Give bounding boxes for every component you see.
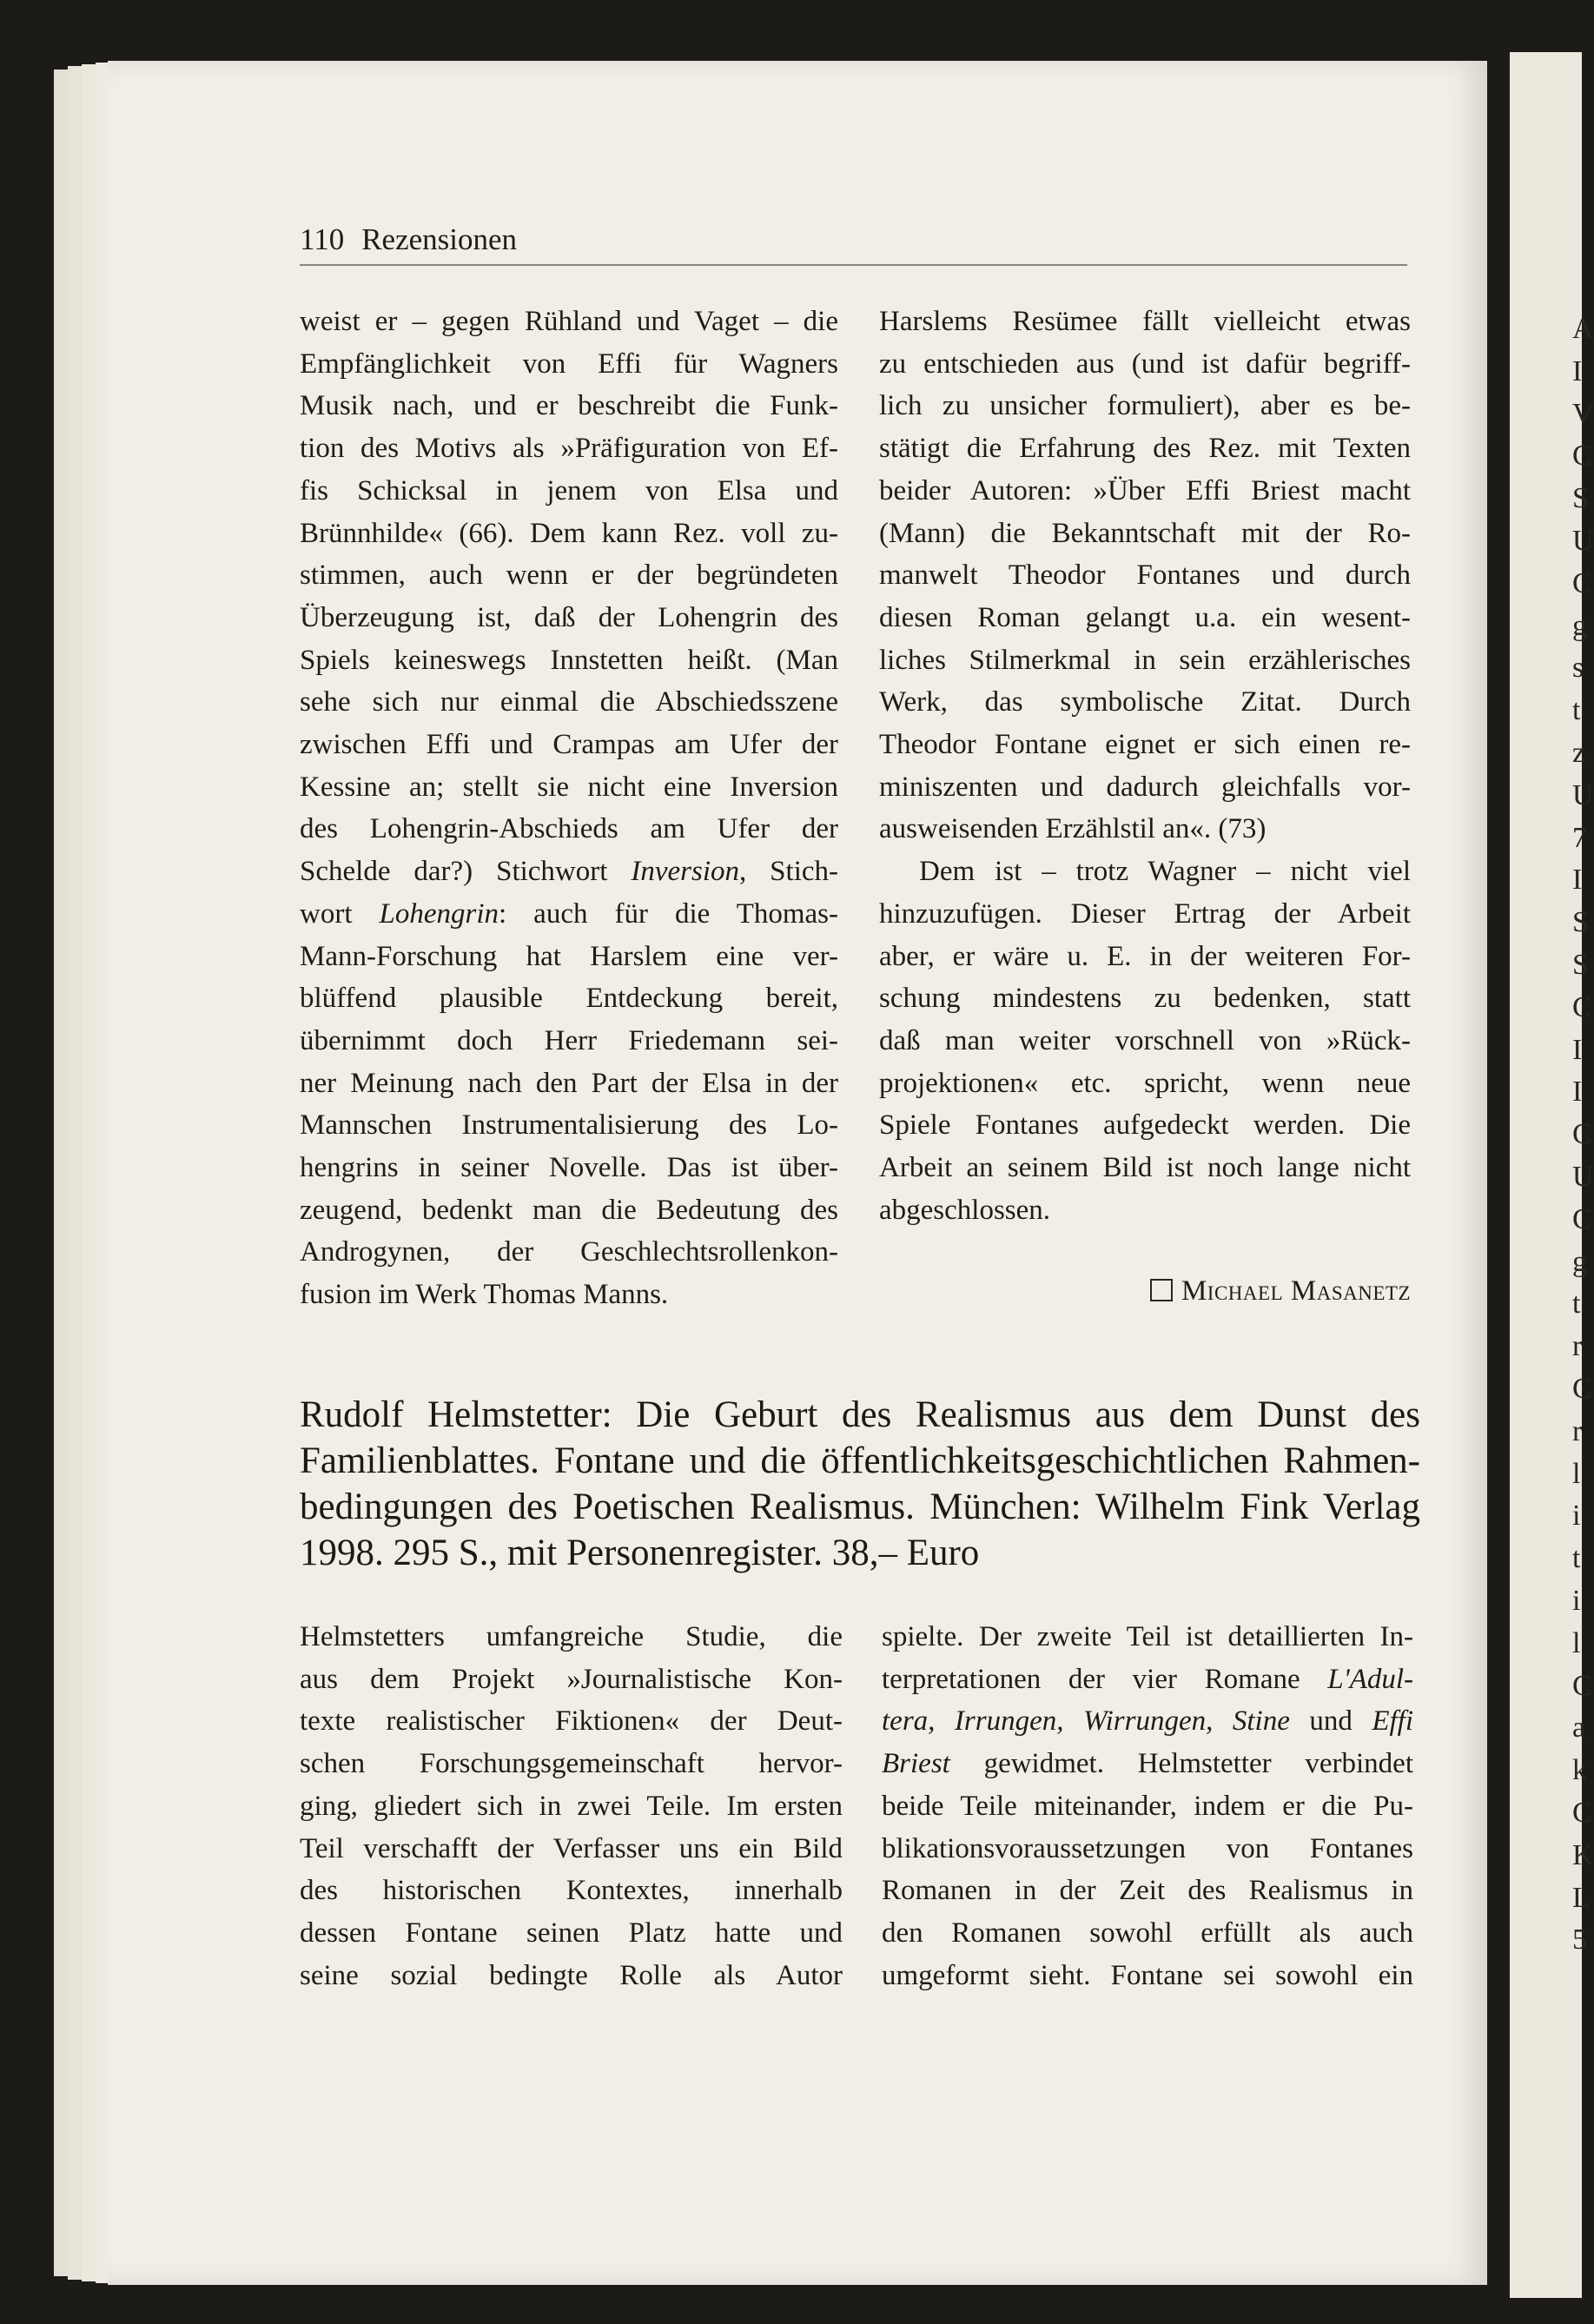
text-line: Mannschen Instrumentalisierung des Lo- [300, 1109, 838, 1142]
cut-off-letter: 7 [1572, 821, 1587, 854]
paragraph [300, 301, 838, 1316]
italic-term: tera, Irrungen, Wirrungen, Stine [882, 1705, 1290, 1738]
text-run: Schelde dar?) Stichwort [300, 856, 632, 888]
text-line: manwelt Theodor Fontanes und durch [879, 559, 1411, 592]
italic-term: L'Adul- [1327, 1663, 1413, 1695]
cut-off-letter: i [1572, 1500, 1581, 1533]
text-line: daß man weiter vorschnell von »Rück- [879, 1024, 1411, 1056]
text-line: Harslems Resümee fällt vielleicht etwas [879, 306, 1411, 337]
text-line: Dem ist – trotz Wagner – nicht viel [919, 856, 1411, 888]
cut-off-letter: t [1572, 1288, 1581, 1321]
text-line: stimmen, auch wenn er der begründeten [300, 559, 838, 592]
cut-off-letter: r [1572, 1330, 1583, 1363]
text-line: zwischen Effi und Crampas am Ufer der [300, 729, 838, 761]
text-run: wort [300, 897, 380, 930]
text-line: spielte. Der zweite Teil ist detaillierten In- [882, 1621, 1413, 1652]
text-line [882, 1743, 1413, 1785]
right-column-top [879, 301, 1411, 1231]
cut-off-letter: t [1572, 1542, 1581, 1575]
text-line [300, 851, 838, 893]
paragraph [879, 301, 1411, 851]
paragraph [300, 1616, 843, 1996]
title-line: bedingungen des Poetischen Realismus. München: Wilhelm Fink Verlag [300, 1486, 1420, 1527]
text-line: beide Teile miteinander, indem er die Pu- [882, 1790, 1413, 1822]
text-line: Werk, das symbolische Zitat. Durch [879, 686, 1411, 718]
text-line: Romanen in der Zeit des Realismus in [882, 1875, 1413, 1907]
text-line: blikationsvoraussetzungen von Fontanes [882, 1832, 1413, 1864]
cut-off-letter: U [1572, 778, 1594, 811]
text-line: beider Autoren: »Über Effi Briest macht [879, 474, 1411, 507]
text-line: fis Schicksal in jenem von Elsa und [300, 474, 838, 507]
text-line: ner Meinung nach den Part der Elsa in der [300, 1067, 838, 1099]
text-line: ging, gliedert sich in zwei Teile. Im ersten [300, 1790, 843, 1822]
left-column-top [300, 301, 838, 1316]
text-line: lich zu unsicher formuliert), aber es be- [879, 390, 1411, 422]
cut-off-letter: V [1572, 397, 1594, 430]
text-line: zu entschieden aus (und ist dafür begriff- [879, 348, 1411, 380]
text-line [882, 1659, 1413, 1701]
text-line: tion des Motivs als »Präfiguration von Ef- [300, 433, 838, 465]
cut-off-letter: k [1572, 1754, 1587, 1787]
cut-off-letter: a [1572, 1712, 1586, 1745]
next-page-sliver [1510, 52, 1594, 2298]
reviewer-name: Michael Masanetz [1181, 1275, 1411, 1307]
cut-off-letter: g [1572, 1245, 1587, 1278]
review-title [300, 1392, 1420, 1576]
italic-term: Inversion [631, 856, 739, 888]
text-line: Spiele Fontanes aufgedeckt werden. Die [879, 1109, 1411, 1142]
cut-off-letter: C [1572, 1373, 1592, 1405]
italic-term: Briest [882, 1748, 950, 1780]
cut-off-letter: L [1572, 1881, 1591, 1914]
text-line: blüffend plausible Entdeckung bereit, [300, 983, 838, 1015]
cut-off-letter: I [1572, 1033, 1583, 1066]
cut-off-letter: S [1572, 949, 1589, 981]
cut-off-letter: C [1572, 1118, 1592, 1151]
text-line: Spiels keineswegs Innstetten heißt. (Man [300, 644, 838, 676]
text-line: Musik nach, und er beschreibt die Funk- [300, 390, 838, 422]
text-line [300, 893, 838, 936]
text-line: (Mann) die Bekanntschaft mit der Ro- [879, 517, 1411, 549]
italic-term: Effi [1372, 1705, 1413, 1738]
cut-off-letter: U [1572, 525, 1594, 557]
paragraph [879, 851, 1411, 1231]
text-line: fusion im Werk Thomas Manns. [300, 1279, 669, 1311]
text-line: projektionen« etc. spricht, wenn neue [879, 1067, 1411, 1099]
text-line: Arbeit an seinem Bild ist noch lange nicht [879, 1152, 1411, 1184]
text-line: Androgynen, der Geschlechtsrollenkon- [300, 1236, 838, 1268]
text-line: seine sozial bedingte Rolle als Autor [300, 1959, 843, 1991]
paragraph [882, 1616, 1413, 1996]
right-column-bottom [882, 1616, 1413, 1996]
cut-off-letter: A [1572, 313, 1594, 345]
text-run: terpretationen der vier Romane [882, 1663, 1328, 1695]
cut-off-letter: s [1572, 652, 1584, 685]
text-line: hinzuzufügen. Dieser Ertrag der Arbeit [879, 897, 1411, 930]
cut-off-letter: l [1572, 1626, 1581, 1659]
cut-off-letter: I [1572, 354, 1583, 387]
cut-off-letter: C [1572, 1202, 1592, 1235]
text-line: weist er – gegen Rühland und Vaget – die [300, 306, 838, 337]
cut-off-letter: C [1572, 1669, 1592, 1702]
text-run: : auch für die Thomas- [499, 897, 838, 930]
cut-off-letter: C [1572, 566, 1592, 599]
cut-off-letter: C [1572, 440, 1592, 473]
cut-off-letter: S [1572, 906, 1589, 939]
text-line: sehe sich nur einmal die Abschiedsszene [300, 686, 838, 718]
cut-off-letter: K [1572, 1838, 1594, 1871]
text-line: den Romanen sowohl erfüllt als auch [882, 1917, 1413, 1949]
text-line: miniszenten und dadurch gleichfalls vor- [879, 771, 1411, 803]
text-line: umgeformt sieht. Fontane sei sowohl ein [882, 1959, 1413, 1991]
reviewer-signature [1025, 1270, 1411, 1312]
text-line: des Lohengrin-Abschieds am Ufer der [300, 813, 838, 845]
text-line [882, 1700, 1413, 1743]
text-line: Überzeugung ist, daß der Lohengrin des [300, 601, 838, 633]
cut-off-letter: I [1572, 1076, 1583, 1109]
left-column-bottom [300, 1616, 843, 1996]
text-line: Helmstetters umfangreiche Studie, die [300, 1621, 843, 1652]
text-line: schen Forschungsgemeinschaft hervor- [300, 1748, 843, 1780]
text-line: des historischen Kontextes, innerhalb [300, 1875, 843, 1907]
text-line: aus dem Projekt »Journalistische Kon- [300, 1663, 843, 1695]
cut-off-letter: z [1572, 737, 1586, 769]
cut-off-letter: I [1572, 864, 1583, 897]
text-line: hengrins in seiner Novelle. Das ist über- [300, 1152, 838, 1184]
text-line: texte realistischer Fiktionen« der Deut- [300, 1705, 843, 1738]
text-run: , Stich- [739, 856, 839, 888]
text-line: aber, er wäre u. E. in der weiteren For- [879, 940, 1411, 972]
text-line: übernimmt doch Herr Friedemann sei- [300, 1024, 838, 1056]
text-line: liches Stilmerkmal in sein erzählerisches [879, 644, 1411, 676]
text-line: ausweisenden Erzählstil an«. (73) [879, 813, 1267, 845]
cut-off-letter: l [1572, 1457, 1581, 1490]
text-line: Mann-Forschung hat Harslem eine ver- [300, 940, 838, 972]
title-line: Rudolf Helmstetter: Die Geburt des Realismus aus dem Dunst des [300, 1394, 1420, 1435]
square-bullet-icon [1150, 1279, 1173, 1301]
text-line: schung mindestens zu bedenken, statt [879, 983, 1411, 1015]
text-line: Theodor Fontane eignet er sich einen re- [879, 729, 1411, 761]
title-line: 1998. 295 S., mit Personenregister. 38,– Euro [300, 1533, 980, 1573]
text-line: diesen Roman gelangt u.a. ein wesent- [879, 601, 1411, 633]
text-line: Kessine an; stellt sie nicht eine Inversion [300, 771, 838, 803]
cut-off-letter: S [1572, 482, 1589, 515]
running-header [300, 222, 1407, 266]
text-line: Teil verschafft der Verfasser uns ein Bild [300, 1832, 843, 1864]
cut-off-letter: C [1572, 990, 1592, 1023]
cut-off-letter: 5 [1572, 1923, 1587, 1957]
text-line: stätigt die Erfahrung des Rez. mit Texten [879, 433, 1411, 465]
text-run: gewidmet. Helmstetter verbindet [949, 1748, 1413, 1780]
cut-off-letter: i [1572, 1585, 1581, 1617]
cut-off-letter: C [1572, 1797, 1592, 1829]
italic-term: Lohengrin [379, 897, 499, 930]
text-run: und [1289, 1705, 1372, 1738]
cut-off-letter: t [1572, 694, 1581, 727]
text-line: Empfänglichkeit von Effi für Wagners [300, 348, 838, 380]
cut-off-letter: U [1572, 1161, 1594, 1193]
section-title: Rezensionen [361, 222, 518, 256]
page-number: 110 [300, 222, 345, 256]
text-line: dessen Fontane seinen Platz hatte und [300, 1917, 843, 1949]
text-line: zeugend, bedenkt man die Bedeutung des [300, 1194, 838, 1226]
text-line: abgeschlossen. [879, 1194, 1051, 1226]
cut-off-letter: r [1572, 1414, 1583, 1447]
text-line: Brünnhilde« (66). Dem kann Rez. voll zu- [300, 517, 838, 549]
title-line: Familienblattes. Fontane und die öffentlichkeitsgeschichtlichen Rahmen- [300, 1440, 1420, 1481]
cut-off-letter: g [1572, 609, 1587, 642]
